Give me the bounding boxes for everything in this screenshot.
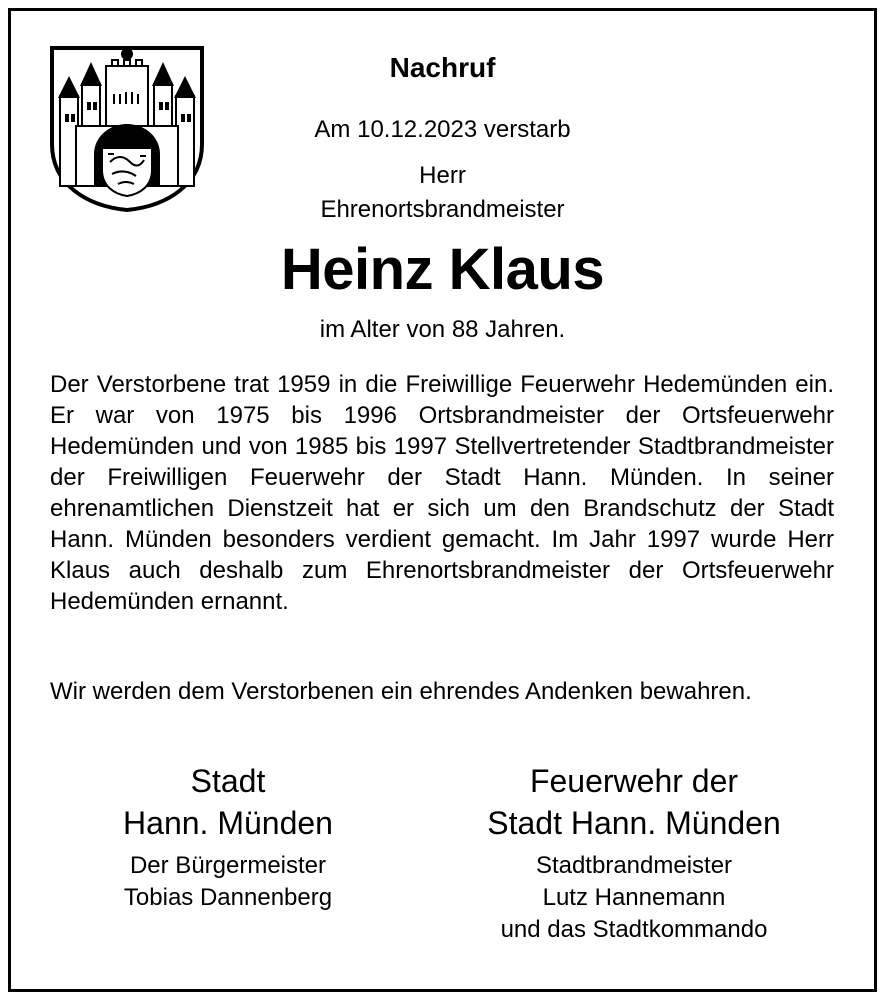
signature-city xyxy=(90,760,366,914)
city-org-line-2: Hann. Münden xyxy=(123,805,333,841)
fire-org-line-1: Feuerwehr der xyxy=(529,763,739,799)
biography-paragraph: Der Verstorbene trat 1959 in die Freiwillige Feuerwehr Hedemünden ein. Er war von 1975 bis 1996 Ortsbrandmeister der Ortsfeuerwehr Hedemünden und von 1985 bis 1997 Stellvertretender Stadtbrandmeister der Freiwilligen Feuerwehr der Stadt Hann. Münden. In seiner ehrenamtlichen Dienstzeit hat er sich um den Brandschutz der Stadt Hann. Münden besonders verdient gemacht. Im Jahr 1997 wurde Herr Klaus auch deshalb zum Ehrenortsbrandmeister der Ortsfeuerwehr Hedemünden ernannt. xyxy=(50,371,834,615)
death-date-line: Am 10.12.2023 verstarb xyxy=(314,116,571,143)
city-org-line-1: Stadt xyxy=(190,763,266,799)
city-signer-role: Der Bürgermeister xyxy=(129,852,327,879)
rank-title: Ehrenortsbrandmeister xyxy=(320,196,565,223)
city-signer-name: Tobias Dannenberg xyxy=(123,884,333,911)
salutation: Herr xyxy=(419,162,466,189)
notice-title: Nachruf xyxy=(389,52,496,83)
fire-org-line-2: Stadt Hann. Münden xyxy=(487,805,781,841)
age-line: im Alter von 88 Jahren. xyxy=(319,316,566,343)
fire-signer-extra: und das Stadtkommando xyxy=(500,916,768,943)
signature-fire-department xyxy=(462,760,806,946)
fire-signer-role: Stadtbrandmeister xyxy=(535,852,733,879)
fire-signer-name: Lutz Hannemann xyxy=(542,884,726,911)
closing-paragraph: Wir werden dem Verstorbenen ein ehrendes Andenken bewahren. xyxy=(50,678,752,705)
deceased-name: Heinz Klaus xyxy=(280,237,605,302)
